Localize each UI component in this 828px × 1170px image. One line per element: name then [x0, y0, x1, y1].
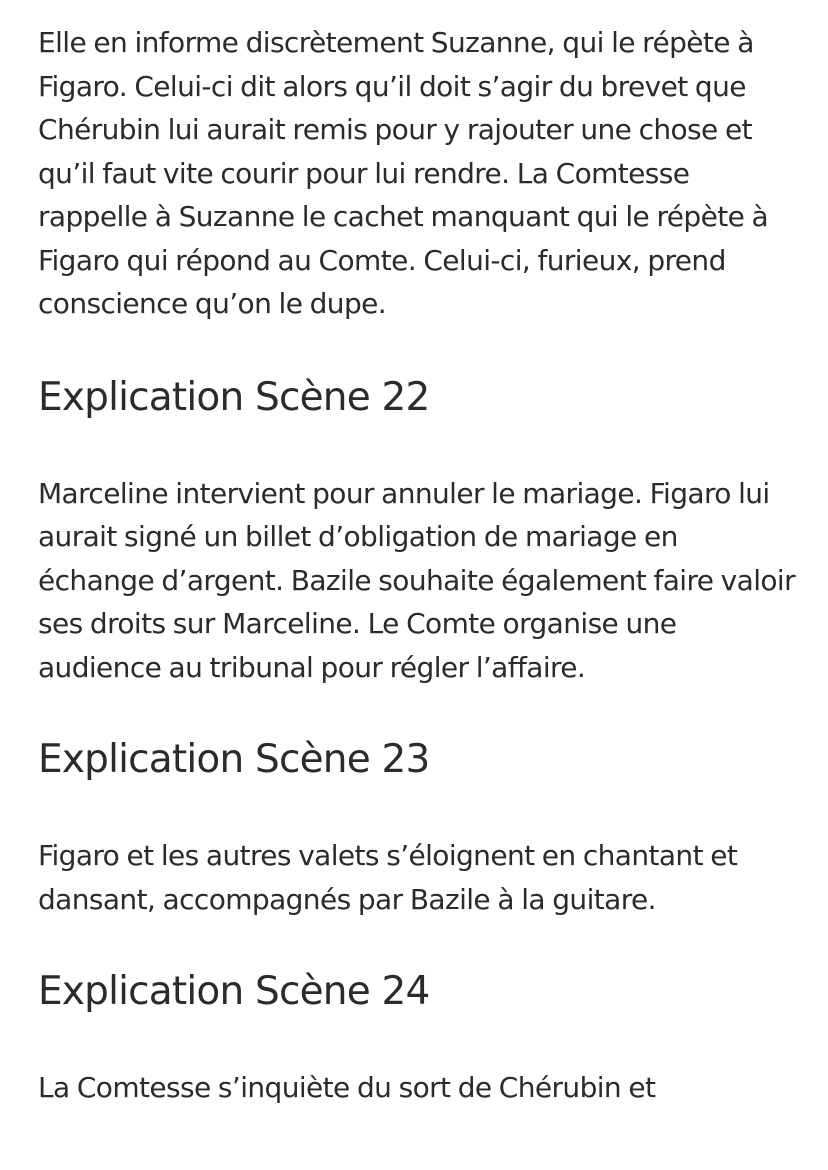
- section-heading-scene-23: Explication Scène 23: [38, 737, 430, 782]
- section-heading-scene-22: Explication Scène 22: [38, 374, 430, 420]
- section-text-scene-24: La Comtesse s’inquiète du sort de Chérubin et: [38, 1071, 656, 1104]
- intro-paragraph: Elle en informe discrètement Suzanne, qui le répète à Figaro. Celui-ci dit alors qu’il doit s’agir du brevet que Chérubin lui aurait remis pour y rajouter une chose et qu’il faut vite courir pour lui rendre. La Comtesse rappelle à Suzanne le cachet manquant qui le répète à Figaro qui répond au Comte. Celui-ci, furieux, prend conscience qu’on le dupe.: [38, 26, 769, 320]
- section-text-scene-22: Marceline intervient pour annuler le mariage. Figaro lui aurait signé un billet d’obligation de mariage en échange d’argent. Bazile souhaite également faire valoir ses droits sur Marceline. Le Comte organise une audience au tribunal pour régler l’affaire.: [38, 476, 795, 684]
- section-heading-scene-24: Explication Scène 24: [38, 969, 430, 1014]
- section-text-scene-23: Figaro et les autres valets s’éloignent en chantant et dansant, accompagnés par Bazile à la guitare.: [38, 839, 738, 916]
- article-content: [38, 21, 798, 1110]
